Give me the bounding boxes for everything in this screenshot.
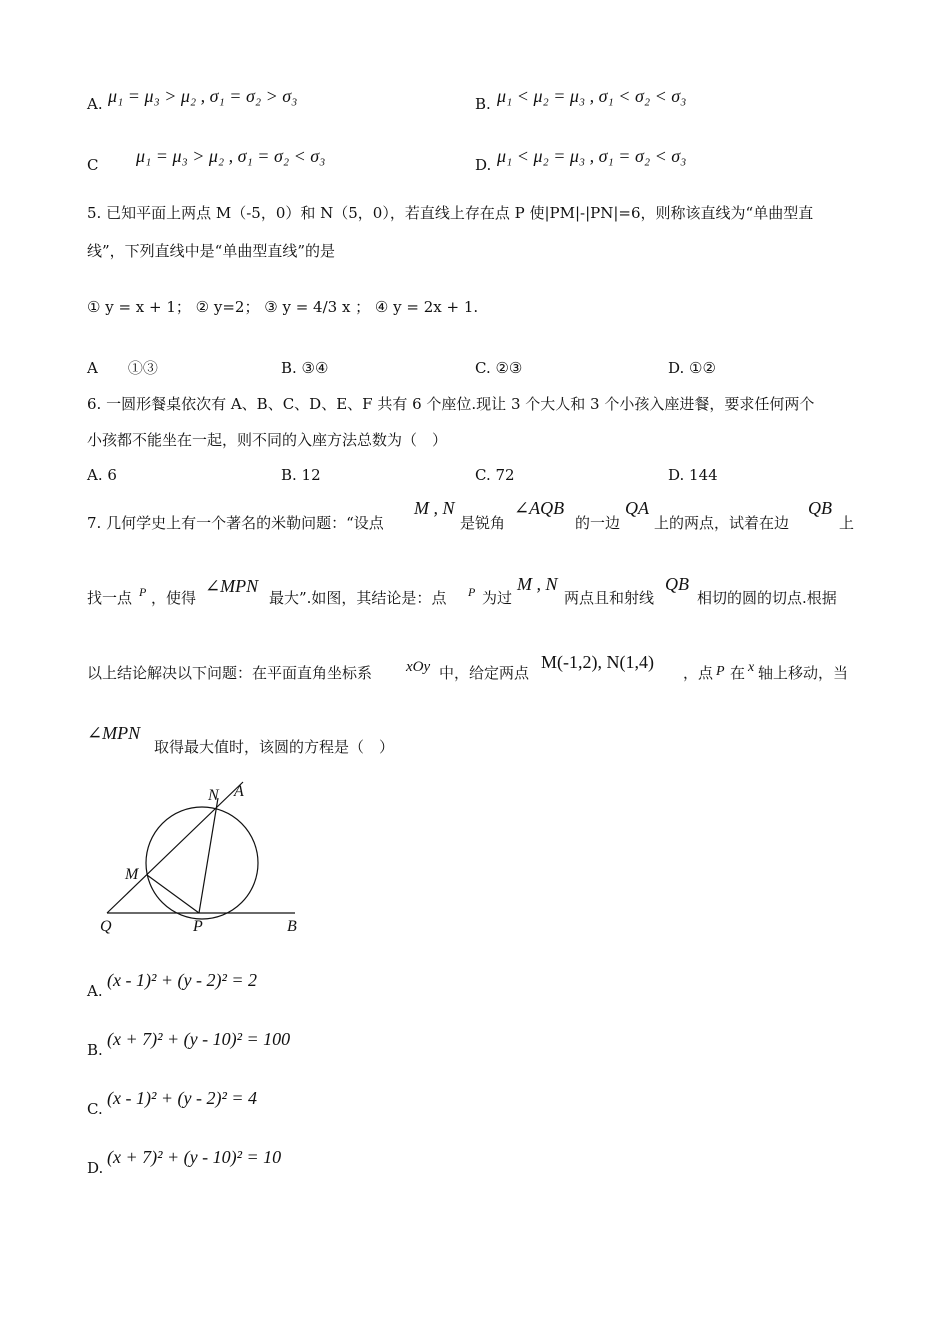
- q7-option-d-label: D.: [87, 1159, 104, 1177]
- label-b: B: [287, 918, 297, 935]
- label-p: P: [193, 918, 203, 935]
- q6-option-c: C. 72: [475, 466, 515, 484]
- label-q: Q: [100, 918, 112, 935]
- q4-option-d-expr: μ₁ < μ₂ = μ₃ , σ₁ = σ₂ < σ₃: [497, 146, 687, 166]
- label-m: M: [125, 866, 139, 883]
- q7-option-a-label: A.: [87, 982, 103, 1000]
- q7-line2-e: 两点且和射线: [564, 589, 655, 607]
- q4-option-a-expr: μ₁ = μ₃ > μ₂ , σ₁ = σ₂ > σ₃: [108, 86, 298, 106]
- q7-line2-c: 最大”.如图，其结论是：点: [269, 589, 447, 607]
- q7-line1-a: 7. 几何学史上有一个著名的米勒问题：“设点: [87, 514, 384, 532]
- q7-line2-b: ，使得: [151, 589, 197, 607]
- q7-line2-f: 相切的圆的切点.根据: [697, 589, 837, 607]
- q4-option-a-label: A.: [87, 95, 103, 113]
- q7-line3-c: ，点: [683, 664, 714, 682]
- q4-option-d-label: D.: [475, 156, 492, 174]
- q7-math-points: M(-1,2), N(1,4): [541, 652, 654, 672]
- q7-line3-d: 在: [730, 664, 746, 682]
- q7-math-x: x: [748, 660, 755, 675]
- q7-option-b-label: B.: [87, 1041, 103, 1059]
- q7-math-qb-2: QB: [665, 574, 689, 594]
- q5-option-d: D. ①②: [668, 359, 716, 377]
- q5-items: ① y = x + 1； ② y=2； ③ y = 4/3 x ； ④ y = 2x + 1.: [87, 298, 479, 316]
- q7-math-aqb: ∠AQB: [514, 498, 565, 518]
- q7-math-p-2: P: [468, 585, 476, 599]
- q7-math-p-3: P: [716, 664, 725, 679]
- q7-math-mn-2: M , N: [517, 574, 558, 594]
- q7-math-xoy: xOy: [406, 659, 431, 675]
- q7-line3-b: 中，给定两点: [439, 664, 530, 682]
- q6-option-a: A. 6: [87, 466, 117, 484]
- label-a: A: [234, 783, 244, 800]
- q7-line4: 取得最大值时，该圆的方程是（ ）: [154, 738, 395, 756]
- q7-line1-e: 上: [839, 514, 855, 532]
- q7-line1-c: 的一边: [575, 514, 621, 532]
- q7-option-c-label: C.: [87, 1100, 103, 1118]
- q6-stem-line2: 小孩都不能坐在一起，则不同的入座方法总数为（ ）: [87, 431, 448, 449]
- q7-math-mpn: ∠MPN: [205, 576, 259, 596]
- q6-option-d: D. 144: [668, 466, 718, 484]
- q7-line1-b: 是锐角: [460, 514, 506, 532]
- q7-option-c-expr: (x - 1)² + (y - 2)² = 4: [107, 1088, 258, 1108]
- q5-stem-line2: 线”，下列直线中是“单曲型直线”的是: [87, 242, 336, 260]
- q5-option-a: A ①③: [87, 359, 158, 377]
- q7-option-a-expr: (x - 1)² + (y - 2)² = 2: [107, 970, 258, 990]
- label-n: N: [208, 787, 219, 804]
- q7-line3-a: 以上结论解决以下问题：在平面直角坐标系: [87, 664, 373, 682]
- q7-line1-d: 上的两点，试着在边: [654, 514, 790, 532]
- q5-option-b: B. ③④: [281, 359, 329, 377]
- q7-line2-a: 找一点: [87, 589, 133, 607]
- q5-stem-line1: 5. 已知平面上两点 M（-5，0）和 N（5，0），若直线上存在点 P 使|PM|-|PN|=6，则称该直线为“单曲型直: [87, 204, 814, 222]
- q6-option-b: B. 12: [281, 466, 321, 484]
- q7-line3-e: 轴上移动，当: [758, 664, 849, 682]
- q7-math-qb: QB: [808, 498, 832, 518]
- q7-math-p: P: [139, 585, 147, 599]
- q7-option-d-expr: (x + 7)² + (y - 10)² = 10: [107, 1147, 282, 1167]
- q6-stem-line1: 6. 一圆形餐桌依次有 A、B、C、D、E、F 共有 6 个座位.现让 3 个大人和 3 个小孩入座进餐，要求任何两个: [87, 395, 815, 413]
- q7-option-b-expr: (x + 7)² + (y - 10)² = 100: [107, 1029, 291, 1049]
- q7-math-mn: M , N: [414, 498, 455, 518]
- q7-math-mpn-2: ∠MPN: [87, 723, 141, 743]
- ray-qa: [107, 782, 243, 913]
- q5-option-c: C. ②③: [475, 359, 523, 377]
- q7-math-qa: QA: [625, 498, 649, 518]
- q4-option-b-expr: μ₁ < μ₂ = μ₃ , σ₁ < σ₂ < σ₃: [497, 86, 687, 106]
- q4-option-c-expr: μ₁ = μ₃ > μ₂ , σ₁ = σ₂ < σ₃: [136, 146, 326, 166]
- q4-option-b-label: B.: [475, 95, 491, 113]
- q4-option-c-label: C: [87, 156, 99, 174]
- tangent-circle: [146, 807, 258, 919]
- miller-problem-figure: [90, 775, 310, 940]
- q7-line2-d: 为过: [482, 589, 513, 607]
